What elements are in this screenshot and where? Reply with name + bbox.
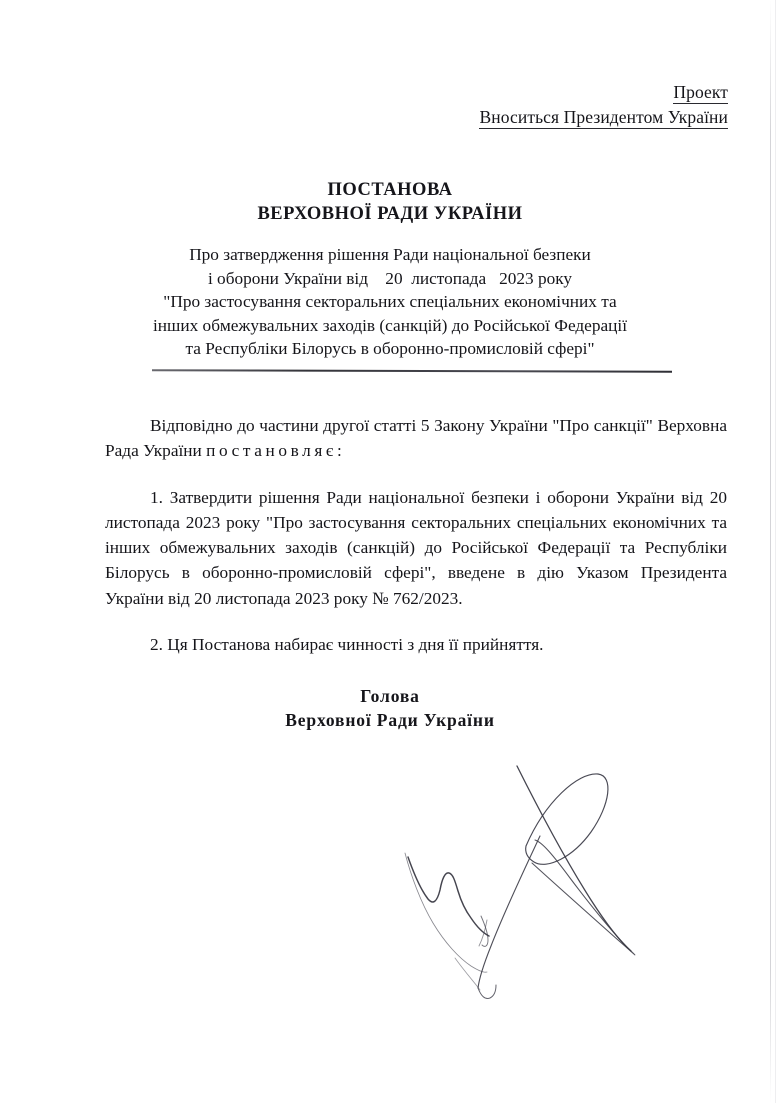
preamble-enacting-verb: постановляє: <box>206 441 346 461</box>
signature-caption <box>0 684 780 732</box>
subtitle-line-1: Про затвердження рішення Ради національної безпеки <box>189 245 591 264</box>
title-line-2: ВЕРХОВНОЇ РАДИ УКРАЇНИ <box>257 204 523 224</box>
document-title <box>0 178 780 226</box>
header-line-submitter <box>479 105 728 130</box>
header-draft-text: Проект <box>673 82 728 102</box>
signature-stroke-lower-loop <box>532 840 635 955</box>
document-subtitle <box>0 243 780 361</box>
signature-stroke-tail <box>478 985 496 999</box>
signature-stroke-upper-loop <box>526 774 608 864</box>
handwritten-signature <box>395 750 665 1005</box>
header-line-draft <box>479 80 728 105</box>
signatory-institution: Верховної Ради України <box>285 710 495 730</box>
subtitle-line-3: "Про застосування секторальних спеціальних економічних та <box>163 292 617 311</box>
title-line-1: ПОСТАНОВА <box>327 180 453 200</box>
preamble-text: Відповідно до частини другої статті 5 Закону України "Про санкції" Верховна Рада України <box>105 416 727 461</box>
horizontal-divider <box>152 369 672 372</box>
paragraph-preamble <box>105 413 727 464</box>
paragraph-item-2: 2. Ця Постанова набирає чинності з дня її прийняття. <box>150 635 544 655</box>
signature-stroke-zigzag <box>408 857 489 936</box>
signature-stroke-hook <box>479 920 487 946</box>
scan-edge-line-secondary <box>775 0 776 1103</box>
subtitle-line-2: і оборони України від 20 листопада 2023 року <box>207 268 573 288</box>
signatory-role: Голова <box>360 686 420 706</box>
document-body <box>105 413 727 657</box>
signature-stroke-diagonal <box>517 766 631 951</box>
scan-edge-line <box>770 0 771 1103</box>
signature-stroke-connector <box>455 958 480 990</box>
subtitle-line-5: та Республіки Білорусь в оборонно-промисловій сфері" <box>185 339 595 358</box>
subtitle-line-4: інших обмежувальних заходів (санкцій) до Російської Федерації <box>152 315 628 335</box>
signature-stroke-zigzag-outline <box>405 853 487 972</box>
header-submitter-text: Вноситься Президентом України <box>479 107 728 127</box>
document-header <box>479 80 728 130</box>
paragraph-item-1: 1. Затвердити рішення Ради національної безпеки і оборони України від 20 листопада 2023 року "Про застосування секторальних спеціальних економічних та інших обмежувальних заходів (санкцій) до Російської Федерації та Республіки Білорусь в оборонно-промисловій сфері", введене в дію Указом Президента України від 20 листопада 2023 року № 762/2023. <box>105 487 727 608</box>
